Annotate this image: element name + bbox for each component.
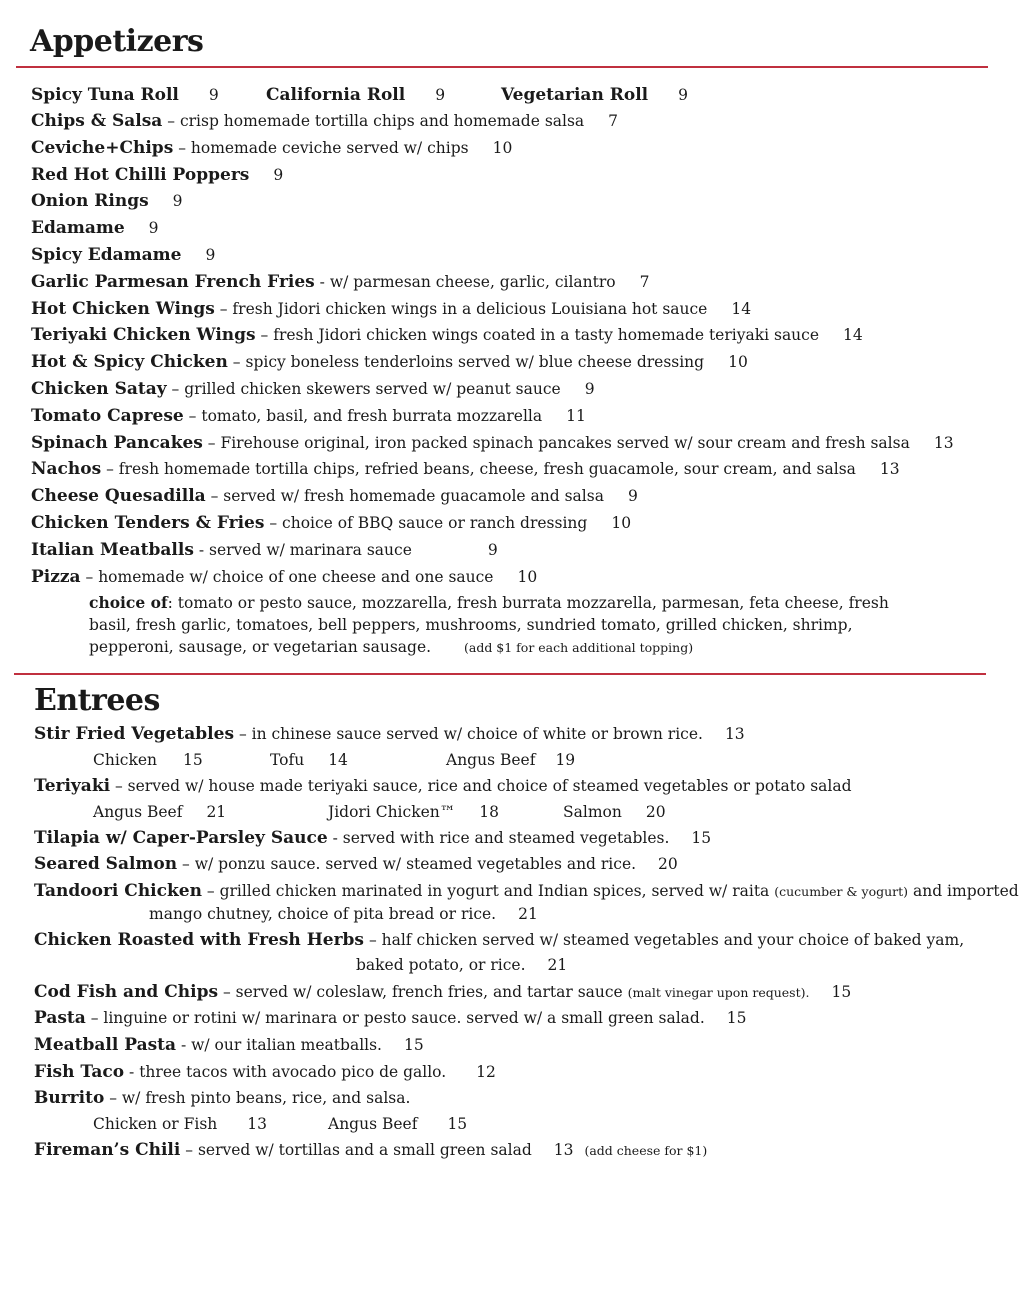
item-desc: Firehouse original, iron packed spinach pancakes served w/ sour cream and fresh salsa: [220, 433, 910, 452]
item-name: Tandoori Chicken: [34, 881, 202, 901]
item-name: Cod Fish and Chips: [34, 982, 219, 1002]
item-desc: fresh Jidori chicken wings coated in a tasty homemade teriyaki sauce: [273, 326, 820, 345]
item-name: Chips & Salsa: [31, 111, 163, 131]
item-price: 9: [148, 219, 159, 238]
item-desc: tomato, basil, and fresh burrata mozzarella: [201, 406, 543, 425]
option-price: 19: [555, 751, 576, 769]
item-price: 21: [518, 905, 538, 923]
menu-item: [34, 1140, 707, 1161]
option: [270, 750, 348, 770]
item-desc-cont: and imported: [912, 882, 1019, 900]
item-name: Seared Salmon: [34, 854, 178, 874]
item-price: 9: [627, 487, 638, 506]
menu-item: [31, 486, 638, 506]
item-sep: –: [214, 299, 233, 318]
item-price: 9: [273, 165, 284, 184]
item-price: 7: [608, 112, 619, 130]
entrees-divider: [14, 673, 986, 675]
item-desc: half chicken served w/ steamed vegetables and your choice of baked yam,: [381, 931, 965, 949]
item-name: Fish Taco: [34, 1062, 125, 1082]
menu-item: [31, 406, 586, 426]
item-desc: w/ our italian meatballs.: [191, 1036, 382, 1054]
item-price: 10: [492, 138, 513, 157]
item-sep: –: [234, 725, 252, 743]
option: [93, 1114, 267, 1134]
option: [328, 1114, 467, 1134]
option: [563, 802, 666, 822]
item-price: 15: [403, 1036, 424, 1054]
appetizers-divider: [16, 66, 988, 68]
menu-item: [34, 776, 852, 796]
item-price: 9: [205, 246, 216, 264]
topping-note: (add $1 for each additional topping): [463, 640, 694, 655]
item-sep: -: [176, 1036, 192, 1054]
item-name: Spinach Pancakes: [31, 432, 203, 453]
item-name: Chicken Satay: [31, 379, 167, 399]
item-name: Teriyaki: [34, 776, 111, 796]
item-desc: w/ fresh pinto beans, rice, and salsa.: [121, 1089, 411, 1107]
option-label: Angus Beef: [328, 1115, 418, 1133]
menu-item: [31, 459, 900, 479]
rolls-row: [31, 85, 219, 105]
item-desc: fresh homemade tortilla chips, refried beans, cheese, fresh guacamole, sour cream, and salsa: [118, 460, 856, 479]
item-sep: –: [177, 855, 195, 873]
item-name: Chicken Roasted with Fresh Herbs: [34, 930, 365, 950]
option-label: Angus Beef: [446, 751, 536, 769]
option-price: 13: [247, 1115, 268, 1133]
item-price: 10: [517, 567, 538, 586]
item-name: Cheese Quesadilla: [31, 486, 206, 507]
item-desc: fresh Jidori chicken wings in a delicious Louisiana hot sauce: [232, 299, 708, 318]
item-sep: –: [166, 380, 185, 398]
item-name: Italian Meatballs: [31, 539, 194, 560]
option: [93, 750, 203, 770]
item-name: Stir Fried Vegetables: [34, 724, 235, 744]
item-price: 9: [678, 86, 688, 104]
item-sep: –: [183, 406, 202, 425]
item-price: 9: [584, 380, 595, 398]
item-sep: –: [364, 931, 382, 949]
menu-item: [34, 881, 1019, 902]
item-price: 9: [172, 192, 183, 211]
item-name: Pasta: [34, 1008, 86, 1028]
option-label: Angus Beef: [93, 803, 183, 821]
item-name: Pizza: [31, 566, 81, 587]
item-name: Nachos: [31, 459, 102, 480]
menu-item: [31, 165, 283, 185]
option-price: 14: [328, 751, 348, 769]
item-sep: –: [162, 112, 180, 130]
item-name: Tilapia w/ Caper-Parsley Sauce: [34, 828, 328, 848]
item-price: 20: [658, 855, 678, 873]
menu-item: [34, 1088, 410, 1108]
menu-item: [31, 191, 183, 211]
option-label: Salmon: [563, 803, 622, 821]
menu-item: [34, 854, 678, 874]
item-name: Garlic Parmesan French Fries: [31, 271, 315, 292]
item-desc: grilled chicken marinated in yogurt and Indian spices, served w/ raita: [219, 882, 770, 900]
item-price: 13: [933, 433, 954, 452]
menu-item: [34, 828, 711, 848]
item-name: Vegetarian Roll: [501, 85, 649, 105]
item-desc: served w/ house made teriyaki sauce, rice and choice of steamed vegetables or potato salad: [127, 777, 852, 795]
item-sep: -: [193, 540, 210, 559]
menu-item-cont: [149, 904, 538, 924]
item-price: 13: [879, 460, 900, 479]
item-sep: –: [80, 567, 99, 586]
item-name: Fireman’s Chili: [34, 1140, 181, 1160]
item-desc: in chinese sauce served w/ choice of white or brown rice.: [251, 725, 703, 743]
option-price: 18: [479, 803, 499, 821]
item-price: 7: [639, 272, 650, 291]
item-name: Teriyaki Chicken Wings: [31, 325, 256, 346]
option-label: Chicken or Fish: [93, 1115, 218, 1133]
item-desc: served w/ fresh homemade guacamole and salsa: [223, 487, 604, 506]
option-price: 21: [206, 803, 227, 821]
item-sep: -: [124, 1063, 140, 1081]
option: [446, 750, 575, 770]
menu-item: [31, 138, 512, 158]
option: [93, 802, 226, 822]
rolls-row: [501, 85, 688, 105]
item-name: Meatball Pasta: [34, 1035, 177, 1055]
item-name: Tomato Caprese: [31, 405, 184, 426]
option-label: Chicken: [93, 751, 158, 769]
menu-item: [31, 325, 863, 345]
menu-item: [31, 379, 595, 399]
option-label: Tofu: [270, 751, 305, 769]
item-price: 12: [476, 1063, 496, 1081]
menu-item: [31, 245, 215, 265]
choice-label: choice of: [89, 593, 168, 612]
item-desc: served w/ coleslaw, french fries, and tartar sauce: [235, 983, 623, 1001]
menu-item: [31, 513, 631, 533]
menu-item: [31, 218, 159, 238]
menu-item: [34, 982, 851, 1003]
item-name: Hot Chicken Wings: [31, 298, 215, 319]
item-desc: choice of BBQ sauce or ranch dressing: [282, 514, 588, 532]
item-price: 21: [547, 956, 568, 974]
item-price: 11: [566, 406, 586, 425]
menu-item: [31, 540, 498, 560]
item-price: 9: [208, 86, 219, 104]
menu-item: [34, 1062, 496, 1082]
choice-text: : tomato or pesto sauce, mozzarella, fresh burrata mozzarella, parmesan, feta cheese, fresh basil, fresh garlic, tomatoes, bell peppers, mushrooms, sundried tomato, grilled chicken, shrimp, pepperoni, sausage, or vegetarian sausage.: [89, 594, 889, 656]
item-name: Edamame: [31, 218, 125, 239]
menu-item: [31, 299, 751, 319]
item-desc: linguine or rotini w/ marinara or pesto sauce. served w/ a small green salad.: [103, 1009, 705, 1027]
item-desc: three tacos with avocado pico de gallo.: [139, 1063, 447, 1081]
item-sep: –: [101, 460, 119, 479]
menu-item: [34, 724, 745, 744]
item-desc: mango chutney, choice of pita bread or rice.: [149, 905, 497, 923]
item-sep: –: [255, 326, 274, 345]
item-sep: –: [218, 983, 236, 1001]
rolls-row: [266, 85, 445, 105]
menu-item: [34, 930, 964, 950]
option-price: 15: [447, 1115, 468, 1133]
item-price: 13: [724, 725, 745, 743]
item-name: Ceviche+Chips: [31, 137, 174, 158]
menu-item: [34, 1008, 747, 1028]
item-name: Chicken Tenders & Fries: [31, 513, 265, 533]
menu-item-cont: [356, 955, 567, 975]
item-name: Burrito: [34, 1088, 105, 1108]
menu-item: [34, 1035, 424, 1055]
item-desc: w/ parmesan cheese, garlic, cilantro: [329, 272, 616, 291]
item-sep: –: [104, 1089, 122, 1107]
menu-item: [31, 111, 618, 131]
item-name: Hot & Spicy Chicken: [31, 352, 228, 373]
menu-item: [31, 272, 650, 292]
item-sep: –: [110, 777, 128, 795]
item-desc: served with rice and steamed vegetables.: [342, 829, 670, 847]
item-sep: –: [205, 487, 224, 506]
item-name: Spicy Tuna Roll: [31, 85, 179, 105]
item-price: 9: [435, 86, 446, 104]
item-desc: w/ ponzu sauce. served w/ steamed vegetables and rice.: [194, 855, 637, 873]
option-price: 15: [183, 751, 203, 769]
item-desc: spicy boneless tenderloins served w/ blue cheese dressing: [245, 353, 705, 372]
item-name: Onion Rings: [31, 191, 149, 212]
item-note: (cucumber & yogurt): [774, 884, 909, 899]
item-price: 15: [831, 983, 852, 1001]
item-desc: grilled chicken skewers served w/ peanut sauce: [184, 380, 561, 398]
item-desc: homemade ceviche served w/ chips: [190, 138, 469, 157]
item-name: Spicy Edamame: [31, 245, 182, 265]
item-sep: –: [85, 1009, 104, 1027]
item-name: California Roll: [266, 85, 406, 105]
item-sep: –: [201, 882, 220, 900]
item-name: Red Hot Chilli Poppers: [31, 164, 250, 185]
appetizers-heading: Appetizers: [30, 24, 204, 59]
item-desc: crisp homemade tortilla chips and homemade salsa: [179, 112, 585, 130]
item-price: 15: [726, 1009, 747, 1027]
item-desc: served w/ tortillas and a small green salad: [197, 1141, 532, 1159]
option-price: 20: [645, 803, 666, 821]
item-desc: homemade w/ choice of one cheese and one sauce: [98, 567, 494, 586]
option: [328, 802, 499, 822]
item-price: 9: [487, 540, 498, 559]
item-sep: –: [202, 433, 221, 452]
item-desc: served w/ marinara sauce: [209, 540, 412, 559]
item-price: 10: [611, 514, 632, 532]
item-note: (add cheese for $1): [584, 1143, 708, 1158]
pizza-choices: [89, 592, 929, 659]
menu-item: [31, 433, 954, 453]
item-price: 15: [691, 829, 712, 847]
item-sep: –: [180, 1141, 198, 1159]
item-sep: -: [314, 272, 330, 291]
item-sep: -: [327, 829, 343, 847]
item-note: (malt vinegar upon request).: [627, 985, 810, 1000]
item-price: 13: [553, 1141, 574, 1159]
item-price: 14: [843, 326, 863, 345]
item-sep: –: [227, 353, 246, 372]
item-desc: baked potato, or rice.: [356, 956, 526, 974]
entrees-heading: Entrees: [34, 683, 160, 718]
item-sep: –: [173, 138, 191, 157]
menu-item: [31, 352, 748, 372]
item-sep: –: [264, 514, 283, 532]
item-price: 14: [731, 299, 752, 318]
menu-item: [31, 567, 537, 587]
item-price: 10: [728, 353, 748, 372]
option-label: Jidori Chicken™: [328, 803, 456, 821]
